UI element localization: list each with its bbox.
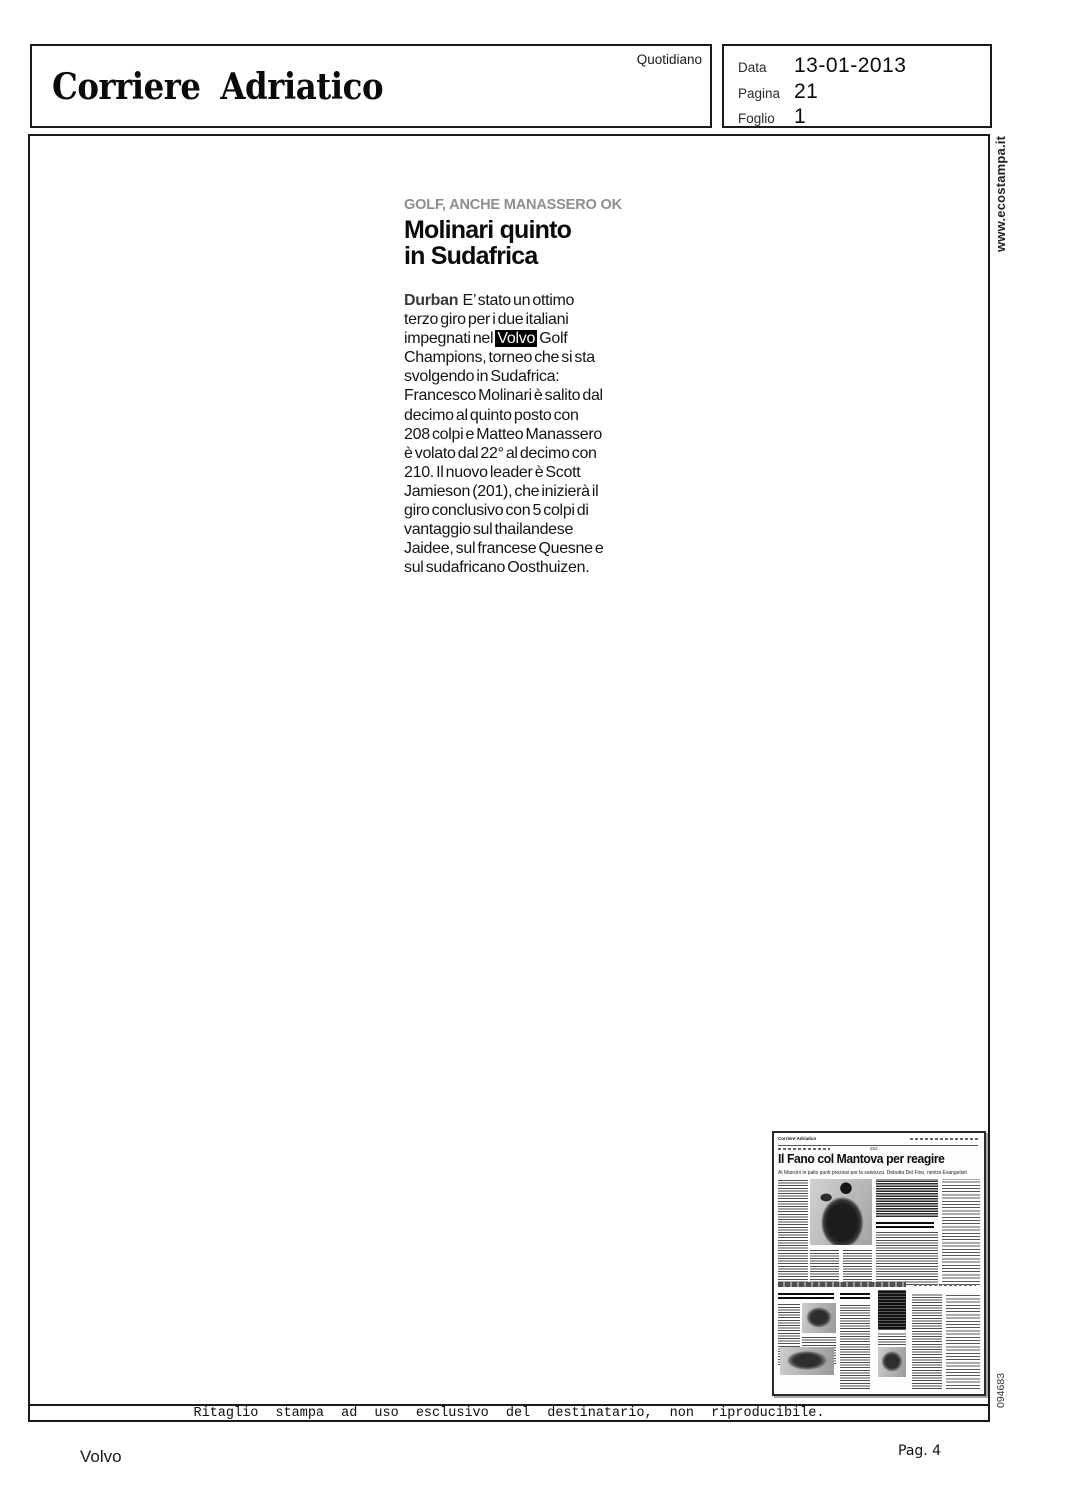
article-body-line: 208 colpi e Matteo Manassero <box>404 425 602 443</box>
article-body-line: Francesco Molinari è salito dal <box>404 387 603 405</box>
article-lead-in: Durban <box>404 292 459 309</box>
article-body-line: impegnati nel Volvo Golf <box>404 330 568 348</box>
thumb-photo-small <box>802 1303 836 1333</box>
meta-row-foglio <box>738 105 806 129</box>
meta-row-data <box>738 54 906 78</box>
highlighted-keyword: Volvo <box>497 330 536 348</box>
noise-column <box>912 1293 942 1389</box>
ecostampa-watermark: www.ecostampa.it <box>993 135 1008 252</box>
thumb-headline: Il Fano col Mantova per reagire <box>778 1152 945 1166</box>
thumb-listing-noise <box>946 1293 980 1389</box>
thumb-subhead-noise <box>778 1293 834 1299</box>
thumb-standings-noise <box>942 1179 980 1285</box>
thumb-page-marker: 252 <box>870 1146 878 1151</box>
thumb-photo-small <box>780 1347 834 1375</box>
noise-block <box>878 1333 906 1345</box>
noise-line <box>914 1284 976 1286</box>
meta-label-pagina: Pagina <box>738 86 781 101</box>
masthead-box <box>30 44 712 128</box>
meta-box <box>722 44 992 128</box>
article-body-line: 210. Il nuovo leader è Scott <box>404 463 581 481</box>
article-headline-line1: Molinari quinto <box>404 216 572 244</box>
article-kicker: GOLF, ANCHE MANASSERO OK <box>404 196 622 213</box>
article-body-line: terzo giro per i due italiani <box>404 311 569 329</box>
meta-value-pagina: 21 <box>794 80 819 103</box>
subject-label: Volvo <box>80 1447 122 1466</box>
thumb-photo-small <box>878 1347 906 1377</box>
thumb-subhead-noise <box>876 1221 934 1228</box>
article-body-line: sul sudafricano Oosthuizen. <box>404 559 590 577</box>
noise-block <box>876 1179 938 1217</box>
thumb-subtitle: Al Mancini in palio punti preziosi per la salvezza. Debutta Del Fino, rientra Evangelisti <box>778 1170 967 1176</box>
article-body-line: è volato dal 22° al decimo con <box>404 444 597 462</box>
thumb-separator-bar <box>778 1282 906 1287</box>
article-body-line: decimo al quinto posto con <box>404 406 579 424</box>
article-body-line: svolgendo in Sudafrica: <box>404 368 560 386</box>
thumb-photo-main <box>810 1179 872 1245</box>
meta-label-data: Data <box>738 60 767 75</box>
noise-block <box>876 1231 938 1285</box>
article-body-line: Jaidee, sul francese Quesne e <box>404 540 604 558</box>
article-headline <box>404 217 571 269</box>
clipping-code: 094683 <box>995 1372 1007 1408</box>
thumb-folio-noise <box>778 1148 830 1150</box>
disclaimer-strip: Ritaglio stampa ad uso esclusivo del destinatario, non riproducibile. <box>30 1404 988 1423</box>
source-page-thumbnail <box>772 1131 986 1396</box>
noise-column <box>840 1303 870 1389</box>
noise-column <box>778 1179 808 1285</box>
article-body <box>404 291 656 577</box>
noise-column <box>810 1249 839 1285</box>
thumb-subhead-noise <box>840 1293 870 1299</box>
meta-value-foglio: 1 <box>794 105 807 128</box>
article-body-line: vantaggio sul thailandese <box>404 521 574 539</box>
article-body-line: giro conclusivo con 5 colpi di <box>404 502 589 520</box>
thumb-rule <box>778 1145 978 1146</box>
article-body-line: Durban E’ stato un ottimo <box>404 292 575 309</box>
article-body-line: Jamieson (201), che inizierà il <box>404 482 599 500</box>
article-headline-line2: in Sudafrica <box>404 242 538 270</box>
thumb-dateline-noise <box>910 1138 978 1140</box>
page-ref-label: Pag. 4 <box>898 1443 942 1459</box>
meta-label-foglio: Foglio <box>738 111 775 126</box>
article-body-line: Champions, torneo che si sta <box>404 349 595 367</box>
noise-column <box>843 1249 872 1285</box>
thumb-black-box <box>878 1290 906 1330</box>
meta-value-data: 13-01-2013 <box>794 54 907 77</box>
meta-row-pagina <box>738 80 818 104</box>
newspaper-masthead: Corriere Adriatico <box>52 66 384 108</box>
thumb-masthead: Corriere Adriatico <box>778 1136 817 1141</box>
periodicity-label: Quotidiano <box>636 52 702 67</box>
